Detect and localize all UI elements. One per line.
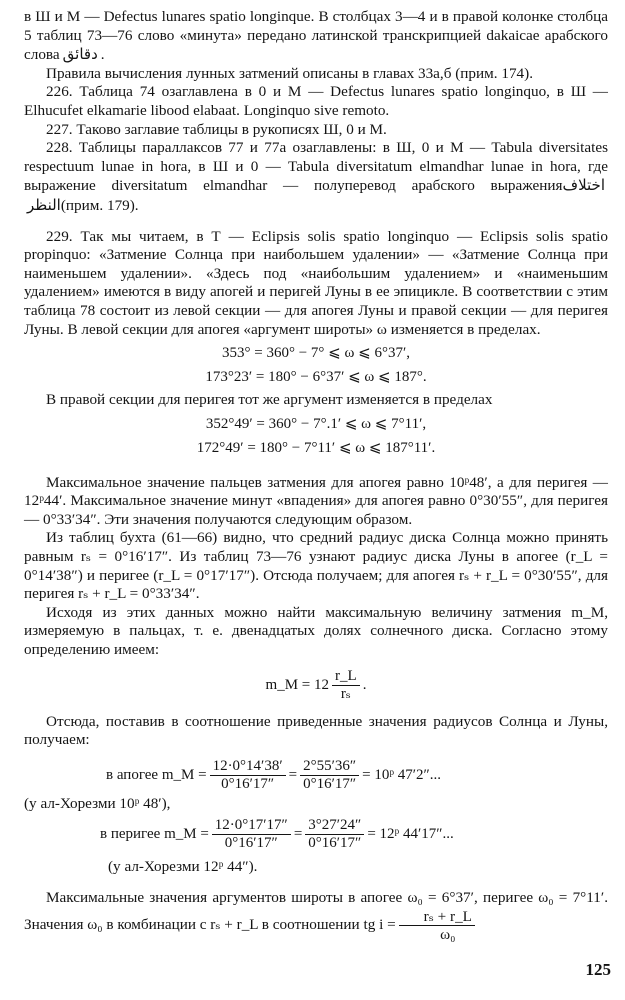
apogee-fraction-1: [210, 758, 286, 793]
note-227: 227. Таково заглавие таблицы в рукописях Ш, 0 и М.: [46, 120, 387, 138]
paragraph-tables: Из таблиц бухта (61—66) видно, что средний радиус диска Солнца можно принять равным rₛ = 0°16′17″. Из таблиц 73—76 узнают радиус диска Луны в апогее (r_L = 0°14′38″) и перигее (r_L = 0°17′17″). Отсюда получаем; для апогея rₛ + r_L = 0°30′55″, для перигея rₛ + r_L = 0°33′34″.: [24, 529, 608, 603]
apogee-den-1: 0°16′17″: [221, 775, 275, 792]
khwarizmi-perigee: (у ал-Хорезми 12ᵖ 44″).: [108, 858, 258, 876]
equals-sign: =: [288, 766, 298, 783]
note-228-ref: (прим. 179).: [60, 196, 139, 214]
equation-1: 353° = 360° − 7° ⩽ ω ⩽ 6°37′,: [222, 345, 410, 362]
paragraph-right-section: В правой секции для перигея тот же аргумент изменяется в пределах: [46, 391, 493, 409]
perigee-den-2: 0°16′17″: [308, 835, 362, 852]
paragraph-final: [24, 889, 608, 943]
page-number: 125: [585, 960, 611, 979]
formula-lhs: m_M = 12: [265, 676, 330, 693]
note-228: [24, 139, 608, 215]
khwarizmi-apogee: (у ал-Хорезми 10ᵖ 48′),: [24, 794, 171, 812]
text-period: .: [100, 46, 105, 64]
final-text: Максимальные значения аргументов широты в апогее ω₀ = 6°37′, перигее ω₀ = 7°11′. Значения ω₀ в комбинации с rₛ + r_L в соотношении tg i =: [24, 889, 608, 933]
perigee-result: = 12ᵖ 44′17″...: [367, 826, 454, 843]
perigee-num-1: 12·0°17′17″: [212, 817, 291, 835]
apogee-den-2: 0°16′17″: [303, 775, 357, 792]
tg-denominator: ω₀: [440, 925, 456, 943]
paragraph-defectus: [24, 8, 608, 65]
perigee-den-1: 0°16′17″: [224, 835, 278, 852]
formula-end: .: [362, 676, 367, 693]
equation-2: 173°23′ = 180° − 6°37′ ⩽ ω ⩽ 187°.: [205, 369, 427, 386]
fraction-numerator: r_L: [332, 668, 360, 686]
note-226: 226. Таблица 74 озаглавлена в 0 и М — Defectus lunares spatio longinquo, в Ш — Elhucufet elkamarie libood elabaat. Longinquo sive remoto.: [24, 83, 608, 119]
tg-fraction: [399, 908, 475, 943]
apogee-result: = 10ᵖ 47′2″...: [362, 766, 442, 783]
perigee-fraction-2: [305, 817, 364, 852]
fraction-radius: [332, 668, 360, 703]
equation-3: 352°49′ = 360° − 7°.1′ ⩽ ω ⩽ 7°11′,: [205, 415, 427, 432]
apogee-label: в апогее m_M =: [106, 766, 207, 783]
text-defectus: в Ш и М — Defectus lunares spatio longinque. В столбцах 3—4 и в правой колонке столбца 5 таблиц 73—76 слово «минута» передано латинской транскрипцией dakaicae арабского слова: [24, 8, 608, 64]
equals-sign: =: [293, 826, 303, 843]
paragraph-substitution: Отсюда, поставив в соотношение приведенные значения радиусов Солнца и Луны, получаем:: [24, 712, 608, 749]
paragraph-derivation: Исходя из этих данных можно найти максимальную величину затмения m_M, измеряемую в пальцах, т. е. двенадцатых долях солнечного диска. Согласно этому определению имеем:: [24, 603, 608, 659]
perigee-num-2: 3°27′24″: [305, 817, 364, 835]
equation-4: 172°49′ = 180° − 7°11′ ⩽ ω ⩽ 187°11′.: [196, 439, 436, 456]
paragraph-max-values: Максимальное значение пальцев затмения для апогея равно 10ᵖ48′, а для перигея — 12ᵖ44′. Максимальное значение минут «впадения» для апогея равно 0°30′55″, для перигея — 0°33′34″. Эти значения получаются следующим образом.: [24, 473, 608, 528]
note-229: 229. Так мы читаем, в Т — Eclipsis solis spatio longinquo — Eclipsis solis spatio propinquo: «Затмение Солнца при наибольшем удалении» — «Затмение Солнца при наименьшем удалении». «Здесь под «наибольшим удалением» и «наименьшим удалением» имеются в виду апогей и перигей Луны в ее эпициклe. В соответствии с этим таблица 78 состоит из левой секции — для апогея Луны и правой секции — для перигея Луны. В левой секции для апогея «аргумент широты» ω изменяется в пределах.: [24, 227, 608, 338]
apogee-fraction-2: [300, 758, 359, 793]
perigee-fraction-1: [212, 817, 291, 852]
formula-perigee: [100, 817, 608, 852]
formula-mm: [24, 668, 608, 703]
paragraph-rules: Правила вычисления лунных затмений описаны в главах 33а,б (прим. 174).: [46, 64, 533, 82]
apogee-num-2: 2°55′36″: [300, 758, 359, 776]
arabic-word-daqaiq: دقائق: [62, 45, 98, 64]
tg-numerator: rₛ + r_L: [399, 908, 475, 926]
apogee-num-1: 12·0°14′38′: [210, 758, 286, 776]
formula-apogee: [106, 758, 608, 793]
note-228-text: 228. Таблицы параллаксов 77 и 77а озаглавлены: в Ш, 0 и М — Tabula diversitates respectuum lunae in hora, в Ш и 0 — Tabula diversitatum elmandhar lunae in hora, где выражение diversitatum elmandhar — полуперевод арабского выражения: [24, 139, 608, 195]
arabic-ikhtilaf-al-nazar: اختلاف النظر: [27, 176, 605, 214]
fraction-denominator: rₛ: [340, 685, 351, 702]
perigee-label: в перигее m_M =: [100, 826, 209, 843]
page-body: [24, 8, 608, 943]
